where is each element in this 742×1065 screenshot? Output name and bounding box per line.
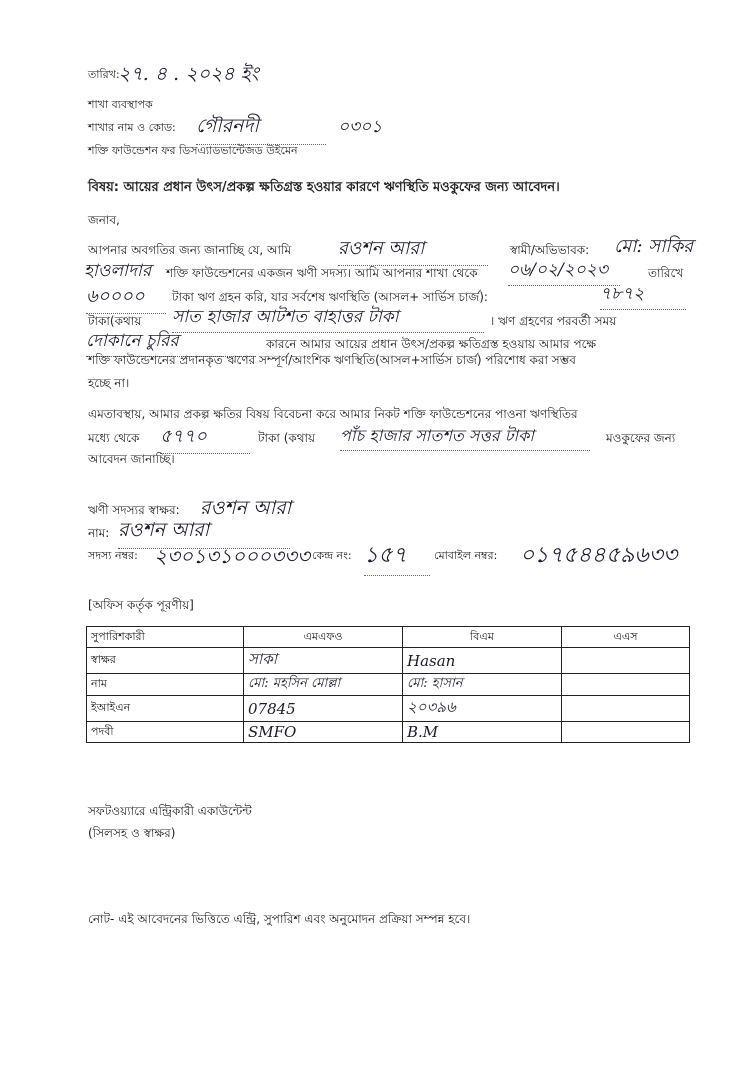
- para1-line1-text: আপনার অবগতির জন্য জানাচ্ছি যে, আমি: [88, 243, 292, 257]
- bm-name: মো: হাসান: [403, 674, 562, 696]
- header-recommender: সুপারিশকারী: [87, 627, 244, 648]
- mfo-ein: 07845: [244, 696, 403, 722]
- mfo-name: মো: মহসিন মোল্লা: [244, 674, 403, 696]
- para1-line5-text: কারনে আমার আয়ের প্রধান উৎস/প্রকল্প ক্ষতিগ্রস্ত হওয়ায় আমার পক্ষে: [266, 337, 597, 351]
- center-number-value: ১৫৭: [364, 538, 430, 576]
- date-suffix: তারিখে: [648, 266, 684, 280]
- table-row: [87, 696, 690, 722]
- guardian-name-part2: হাওলাদার: [84, 261, 152, 281]
- as-name: [562, 674, 690, 696]
- center-number-label: কেন্দ্র নং:: [312, 549, 352, 562]
- accountant-seal-label: (সিলসহ ও স্বাক্ষর): [88, 826, 176, 840]
- bm-signature: Hasan: [403, 648, 562, 674]
- para2-line1-text: এমতাবস্থায়, আমার প্রকল্প ক্ষতির বিষয় বিবেচনা করে আমার নিকট শক্তি ফাউন্ডেশনের পাওনা ঋণস্থিতির: [88, 407, 578, 421]
- branch-name-value: গৌরনদী: [196, 112, 326, 145]
- para1-line3-text: টাকা ঋণ গ্রহন করি, যার সর্বশেষ ঋণস্থিতি (আসল+ সার্ভিস চার্জ):: [172, 290, 488, 304]
- bm-designation: B.M: [403, 722, 562, 743]
- member-number-value: ২৩০১৩১০০০৩৩৩: [154, 544, 310, 568]
- member-signature-label: ঋণী সদস্যর স্বাক্ষর:: [88, 503, 180, 517]
- waiver-amount: ৫৭৭০: [160, 422, 250, 454]
- balance-in-words: সাত হাজার আটশত বাহাত্তর টাকা: [172, 304, 484, 333]
- footer-note: নোট- এই আবেদনের ভিত্তিতে এন্ট্রি, সুপারিশ এবং অনুমোদন প্রক্রিয়া সম্পন্ন হবে।: [88, 912, 471, 926]
- subject-line: বিষয়: আয়ের প্রধান উৎস/প্রকল্প ক্ষতিগ্রস্ত হওয়ার কারণে ঋণস্থিতি মওকুফের জন্য আবেদন।: [88, 180, 560, 195]
- member-signature: রওশন আরা: [200, 497, 292, 519]
- member-name-label: নাম:: [88, 526, 110, 540]
- date-label: তারিখ:: [88, 68, 120, 81]
- loan-date: ০৬/০২/২০২৩: [508, 257, 620, 286]
- bm-ein: ২০৩৯৬: [403, 696, 562, 722]
- as-designation: [562, 722, 690, 743]
- mobile-number-label: মোবাইল নম্বর:: [434, 549, 498, 562]
- branch-manager-label: শাখা ব্যবস্থাপক: [88, 98, 153, 111]
- para2-line2-text: মধ্যে থেকে: [88, 431, 140, 445]
- as-ein: [562, 696, 690, 722]
- para1-line7-text: হচ্ছে না।: [88, 376, 130, 390]
- row-label-ein: ইআইএন: [87, 696, 244, 722]
- organization-name: শক্তি ফাউন্ডেশন ফর ডিসএ্যাডভান্টেজড উইমেন: [88, 144, 298, 157]
- recommendation-table: [86, 626, 690, 743]
- header-as: এএস: [562, 627, 690, 648]
- mfo-designation: SMFO: [244, 722, 403, 743]
- as-signature: [562, 648, 690, 674]
- para2-line2-suffix: মওকুফের জন্য: [606, 431, 676, 445]
- loss-reason: দোকানে চুরির: [86, 328, 256, 357]
- member-number-label: সদস্য নম্বর:: [88, 549, 138, 562]
- para1-line4-suffix: । ঋণ গ্রহণের পরবর্তী সময়: [490, 314, 617, 328]
- outstanding-balance: ৭৮৭২: [600, 281, 686, 310]
- salutation: জনাব,: [88, 213, 120, 227]
- row-label-signature: স্বাক্ষর: [87, 648, 244, 674]
- accountant-label: সফটওয়্যারে এন্ট্রিকারী একাউন্টেন্ট: [88, 804, 252, 818]
- applicant-name: রওশন আরা: [338, 234, 488, 266]
- branch-name-label: শাখার নাম ও কোড:: [88, 121, 176, 134]
- guardian-label: স্বামী/অভিভাবক:: [510, 243, 590, 257]
- member-name-value: রওশন আরা: [118, 516, 290, 549]
- para2-line3-text: আবেদন জানাচ্ছি।: [88, 452, 175, 466]
- table-row: [87, 674, 690, 696]
- para1-line2-text: শক্তি ফাউন্ডেশনের একজন ঋণী সদস্য। আমি আপনার শাখা থেকে: [166, 266, 478, 280]
- table-row: [87, 722, 690, 743]
- para2-amount-words-label: টাকা (কথায়: [258, 431, 316, 445]
- header-mfo: এমএফও: [244, 627, 403, 648]
- guardian-name-part1: মো: সাকির: [614, 236, 694, 257]
- row-label-name: নাম: [87, 674, 244, 696]
- date-value: ২৭. ৪ . ২০২৪ ইং: [118, 63, 259, 85]
- mfo-signature: সাকা: [244, 648, 403, 674]
- office-use-title: [অফিস কর্তৃক পূরণীয়]: [88, 598, 194, 612]
- table-header-row: [87, 627, 690, 648]
- header-bm: বিএম: [403, 627, 562, 648]
- branch-code-value: ০৩০১: [338, 117, 383, 137]
- para1-line6-text: শক্তি ফাউন্ডেশনের প্রদানকৃত ঋণের সম্পূর্ণ/আংশিক ঋণস্থিতি(আসল+সার্ভিস চার্জ) পরিশোধ করা সম্ভব: [88, 353, 576, 367]
- waiver-amount-in-words: পাঁচ হাজার সাতশত সত্তর টাকা: [340, 423, 590, 451]
- mobile-number-value: ০১৭৫৪৪৫৯৬৩৩: [520, 543, 678, 568]
- row-label-designation: পদবী: [87, 722, 244, 743]
- table-row: [87, 648, 690, 674]
- para1-line4-text: টাকা(কথায়: [88, 314, 142, 328]
- loan-amount: ৬০০০০: [86, 282, 166, 314]
